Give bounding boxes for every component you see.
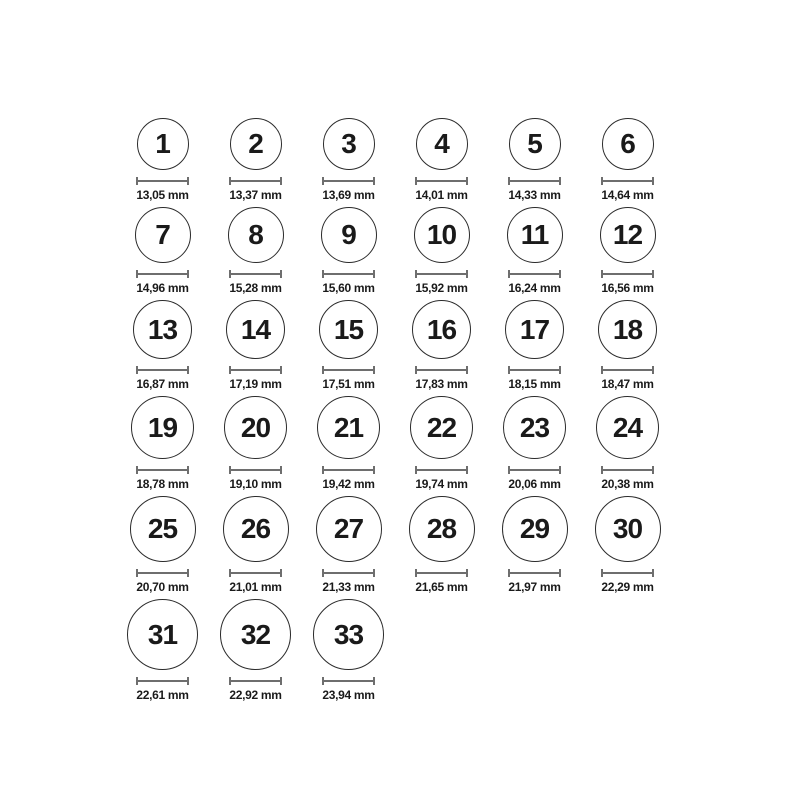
ring-size-number: 8 — [248, 219, 263, 250]
ring-circle — [507, 207, 563, 263]
measure-tick-right — [280, 270, 282, 278]
ring-size-cell — [209, 118, 302, 202]
diameter-label: 19,10 mm — [229, 477, 282, 491]
ring-circle — [224, 396, 287, 459]
ring-size-number: 30 — [612, 513, 643, 544]
ring-circle — [409, 496, 475, 562]
ring-size-number: 17 — [519, 313, 550, 345]
diameter-measure-line — [136, 466, 189, 474]
diameter-label: 14,96 mm — [136, 281, 189, 295]
ring-size-number: 1 — [155, 128, 170, 159]
diameter-label: 13,37 mm — [229, 188, 282, 202]
measure-tick-right — [466, 177, 468, 185]
ring-size-cell — [581, 118, 674, 202]
measure-bar — [136, 369, 189, 371]
ring-size-cell — [302, 496, 395, 594]
ring-size-cell — [302, 396, 395, 491]
ring-size-row — [116, 396, 676, 491]
measure-bar — [415, 469, 468, 471]
ring-size-cell — [302, 599, 395, 702]
ring-size-cell — [209, 496, 302, 594]
diameter-measure-line — [415, 270, 468, 278]
diameter-label: 13,69 mm — [322, 188, 375, 202]
measure-bar — [601, 369, 654, 371]
measure-tick-right — [187, 569, 189, 577]
ring-size-number: 21 — [333, 411, 364, 443]
measure-bar — [136, 680, 189, 682]
diameter-label: 20,38 mm — [601, 477, 654, 491]
measure-bar — [322, 273, 375, 275]
ring-size-cell — [116, 599, 209, 702]
diameter-label: 16,24 mm — [508, 281, 561, 295]
diameter-measure-line — [136, 366, 189, 374]
diameter-measure-line — [229, 366, 282, 374]
ring-size-number: 31 — [147, 618, 178, 650]
measure-bar — [322, 680, 375, 682]
ring-circle — [137, 118, 189, 170]
ring-size-cell — [488, 300, 581, 391]
diameter-label: 14,64 mm — [601, 188, 654, 202]
ring-circle — [319, 300, 378, 359]
diameter-label: 23,94 mm — [322, 688, 375, 702]
diameter-label: 21,97 mm — [508, 580, 561, 594]
ring-size-number: 27 — [333, 513, 364, 544]
ring-size-number: 25 — [147, 513, 178, 544]
ring-size-number: 13 — [147, 313, 178, 345]
measure-tick-right — [280, 366, 282, 374]
measure-bar — [508, 469, 561, 471]
diameter-measure-line — [601, 466, 654, 474]
diameter-measure-line — [415, 366, 468, 374]
ring-circle — [416, 118, 468, 170]
ring-size-number: 3 — [341, 128, 356, 159]
ring-size-number: 19 — [147, 411, 178, 443]
measure-tick-right — [466, 569, 468, 577]
diameter-label: 18,78 mm — [136, 477, 189, 491]
ring-circle — [228, 207, 284, 263]
diameter-measure-line — [601, 366, 654, 374]
measure-tick-right — [652, 177, 654, 185]
diameter-measure-line — [322, 466, 375, 474]
ring-size-number: 16 — [426, 313, 457, 345]
diameter-measure-line — [508, 466, 561, 474]
ring-circle — [131, 396, 194, 459]
ring-size-cell — [209, 396, 302, 491]
diameter-measure-line — [136, 270, 189, 278]
measure-tick-right — [373, 177, 375, 185]
diameter-label: 21,65 mm — [415, 580, 468, 594]
diameter-measure-line — [508, 366, 561, 374]
ring-size-number: 4 — [434, 128, 449, 159]
ring-size-number: 15 — [333, 313, 364, 345]
ring-size-cell — [395, 207, 488, 295]
ring-size-number: 7 — [155, 219, 170, 250]
measure-bar — [322, 369, 375, 371]
ring-circle — [600, 207, 656, 263]
measure-bar — [229, 273, 282, 275]
ring-size-cell — [581, 207, 674, 295]
diameter-measure-line — [136, 177, 189, 185]
ring-size-number: 5 — [527, 128, 542, 159]
measure-tick-right — [187, 366, 189, 374]
diameter-label: 15,60 mm — [322, 281, 375, 295]
ring-circle — [135, 207, 191, 263]
diameter-measure-line — [229, 270, 282, 278]
measure-tick-right — [559, 270, 561, 278]
ring-size-number: 12 — [612, 219, 643, 250]
measure-bar — [601, 572, 654, 574]
diameter-label: 15,28 mm — [229, 281, 282, 295]
diameter-label: 18,15 mm — [508, 377, 561, 391]
ring-size-cell — [116, 300, 209, 391]
measure-bar — [136, 180, 189, 182]
ring-size-number: 20 — [240, 411, 271, 443]
measure-bar — [322, 180, 375, 182]
measure-tick-right — [466, 466, 468, 474]
ring-size-number: 32 — [240, 618, 271, 650]
ring-size-cell — [488, 496, 581, 594]
ring-size-number: 11 — [520, 219, 549, 250]
ring-circle — [323, 118, 375, 170]
diameter-measure-line — [601, 177, 654, 185]
diameter-label: 16,87 mm — [136, 377, 189, 391]
ring-circle — [226, 300, 285, 359]
diameter-label: 19,42 mm — [322, 477, 375, 491]
ring-circle — [503, 396, 566, 459]
diameter-label: 22,92 mm — [229, 688, 282, 702]
diameter-measure-line — [508, 177, 561, 185]
ring-circle — [505, 300, 564, 359]
measure-bar — [508, 180, 561, 182]
ring-size-row — [116, 207, 676, 295]
ring-size-chart — [116, 118, 676, 707]
measure-tick-right — [187, 177, 189, 185]
measure-tick-right — [559, 569, 561, 577]
measure-bar — [229, 469, 282, 471]
diameter-label: 17,83 mm — [415, 377, 468, 391]
ring-circle — [317, 396, 380, 459]
diameter-measure-line — [601, 569, 654, 577]
diameter-measure-line — [229, 569, 282, 577]
diameter-measure-line — [229, 677, 282, 685]
diameter-measure-line — [601, 270, 654, 278]
ring-circle — [509, 118, 561, 170]
diameter-label: 22,61 mm — [136, 688, 189, 702]
measure-tick-right — [280, 466, 282, 474]
measure-tick-right — [373, 366, 375, 374]
ring-size-row — [116, 496, 676, 594]
ring-size-cell — [302, 207, 395, 295]
ring-size-cell — [302, 300, 395, 391]
diameter-measure-line — [322, 366, 375, 374]
diameter-measure-line — [136, 677, 189, 685]
measure-bar — [415, 273, 468, 275]
measure-tick-right — [373, 466, 375, 474]
diameter-label: 13,05 mm — [136, 188, 189, 202]
measure-tick-right — [280, 677, 282, 685]
diameter-measure-line — [508, 270, 561, 278]
ring-size-number: 10 — [426, 219, 457, 250]
measure-tick-right — [559, 366, 561, 374]
ring-size-row — [116, 300, 676, 391]
ring-size-cell — [395, 118, 488, 202]
ring-size-number: 22 — [426, 411, 457, 443]
ring-size-number: 9 — [341, 219, 356, 250]
ring-size-number: 23 — [519, 411, 550, 443]
measure-tick-right — [280, 177, 282, 185]
ring-size-cell — [209, 599, 302, 702]
diameter-label: 21,01 mm — [229, 580, 282, 594]
measure-tick-right — [187, 677, 189, 685]
measure-tick-right — [652, 569, 654, 577]
ring-circle — [412, 300, 471, 359]
ring-size-cell — [209, 300, 302, 391]
ring-size-cell — [116, 396, 209, 491]
diameter-measure-line — [322, 569, 375, 577]
measure-bar — [229, 369, 282, 371]
measure-tick-right — [187, 466, 189, 474]
ring-size-cell — [116, 207, 209, 295]
measure-tick-right — [559, 466, 561, 474]
diameter-label: 20,70 mm — [136, 580, 189, 594]
ring-size-cell — [116, 118, 209, 202]
ring-circle — [602, 118, 654, 170]
measure-bar — [415, 180, 468, 182]
measure-tick-right — [373, 569, 375, 577]
ring-size-row — [116, 599, 676, 702]
diameter-label: 18,47 mm — [601, 377, 654, 391]
diameter-measure-line — [322, 677, 375, 685]
measure-tick-right — [373, 677, 375, 685]
ring-circle — [410, 396, 473, 459]
ring-size-cell — [581, 300, 674, 391]
ring-size-number: 28 — [426, 513, 457, 544]
diameter-measure-line — [508, 569, 561, 577]
measure-bar — [508, 572, 561, 574]
measure-bar — [136, 469, 189, 471]
diameter-label: 17,51 mm — [322, 377, 375, 391]
measure-tick-right — [373, 270, 375, 278]
ring-size-number: 14 — [240, 313, 271, 345]
ring-size-cell — [116, 496, 209, 594]
diameter-label: 21,33 mm — [322, 580, 375, 594]
diameter-label: 22,29 mm — [601, 580, 654, 594]
measure-bar — [508, 369, 561, 371]
measure-bar — [508, 273, 561, 275]
ring-size-cell — [488, 396, 581, 491]
diameter-measure-line — [415, 466, 468, 474]
measure-tick-right — [187, 270, 189, 278]
ring-circle — [321, 207, 377, 263]
measure-bar — [136, 572, 189, 574]
ring-size-cell — [488, 207, 581, 295]
diameter-measure-line — [415, 177, 468, 185]
ring-size-cell — [395, 496, 488, 594]
ring-size-cell — [581, 396, 674, 491]
ring-circle — [313, 599, 384, 670]
ring-size-number: 33 — [333, 618, 364, 650]
measure-tick-right — [280, 569, 282, 577]
diameter-measure-line — [322, 270, 375, 278]
diameter-measure-line — [322, 177, 375, 185]
measure-bar — [229, 180, 282, 182]
measure-bar — [415, 369, 468, 371]
measure-tick-right — [559, 177, 561, 185]
measure-bar — [415, 572, 468, 574]
ring-size-number: 6 — [620, 128, 635, 159]
measure-bar — [601, 469, 654, 471]
ring-circle — [595, 496, 661, 562]
ring-size-number: 29 — [519, 513, 550, 544]
ring-circle — [502, 496, 568, 562]
measure-tick-right — [652, 466, 654, 474]
diameter-measure-line — [229, 466, 282, 474]
ring-circle — [230, 118, 282, 170]
ring-circle — [223, 496, 289, 562]
measure-bar — [322, 469, 375, 471]
ring-size-row — [116, 118, 676, 202]
ring-size-number: 2 — [248, 128, 263, 159]
measure-bar — [229, 680, 282, 682]
ring-size-cell — [488, 118, 581, 202]
ring-circle — [133, 300, 192, 359]
ring-circle — [414, 207, 470, 263]
measure-bar — [229, 572, 282, 574]
ring-size-cell — [395, 300, 488, 391]
ring-circle — [127, 599, 198, 670]
ring-size-cell — [302, 118, 395, 202]
ring-circle — [220, 599, 291, 670]
measure-tick-right — [466, 366, 468, 374]
diameter-label: 20,06 mm — [508, 477, 561, 491]
ring-circle — [598, 300, 657, 359]
measure-tick-right — [652, 366, 654, 374]
diameter-measure-line — [136, 569, 189, 577]
diameter-label: 16,56 mm — [601, 281, 654, 295]
diameter-measure-line — [415, 569, 468, 577]
ring-size-cell — [395, 396, 488, 491]
diameter-label: 17,19 mm — [229, 377, 282, 391]
ring-circle — [316, 496, 382, 562]
diameter-label: 19,74 mm — [415, 477, 468, 491]
ring-size-cell — [581, 496, 674, 594]
ring-size-number: 18 — [612, 313, 643, 345]
ring-circle — [596, 396, 659, 459]
measure-bar — [601, 273, 654, 275]
diameter-label: 14,33 mm — [508, 188, 561, 202]
measure-tick-right — [466, 270, 468, 278]
diameter-label: 14,01 mm — [415, 188, 468, 202]
measure-bar — [136, 273, 189, 275]
measure-tick-right — [652, 270, 654, 278]
diameter-label: 15,92 mm — [415, 281, 468, 295]
ring-size-number: 24 — [612, 411, 643, 443]
measure-bar — [601, 180, 654, 182]
measure-bar — [322, 572, 375, 574]
ring-circle — [130, 496, 196, 562]
ring-size-number: 26 — [240, 513, 271, 544]
ring-size-cell — [209, 207, 302, 295]
diameter-measure-line — [229, 177, 282, 185]
